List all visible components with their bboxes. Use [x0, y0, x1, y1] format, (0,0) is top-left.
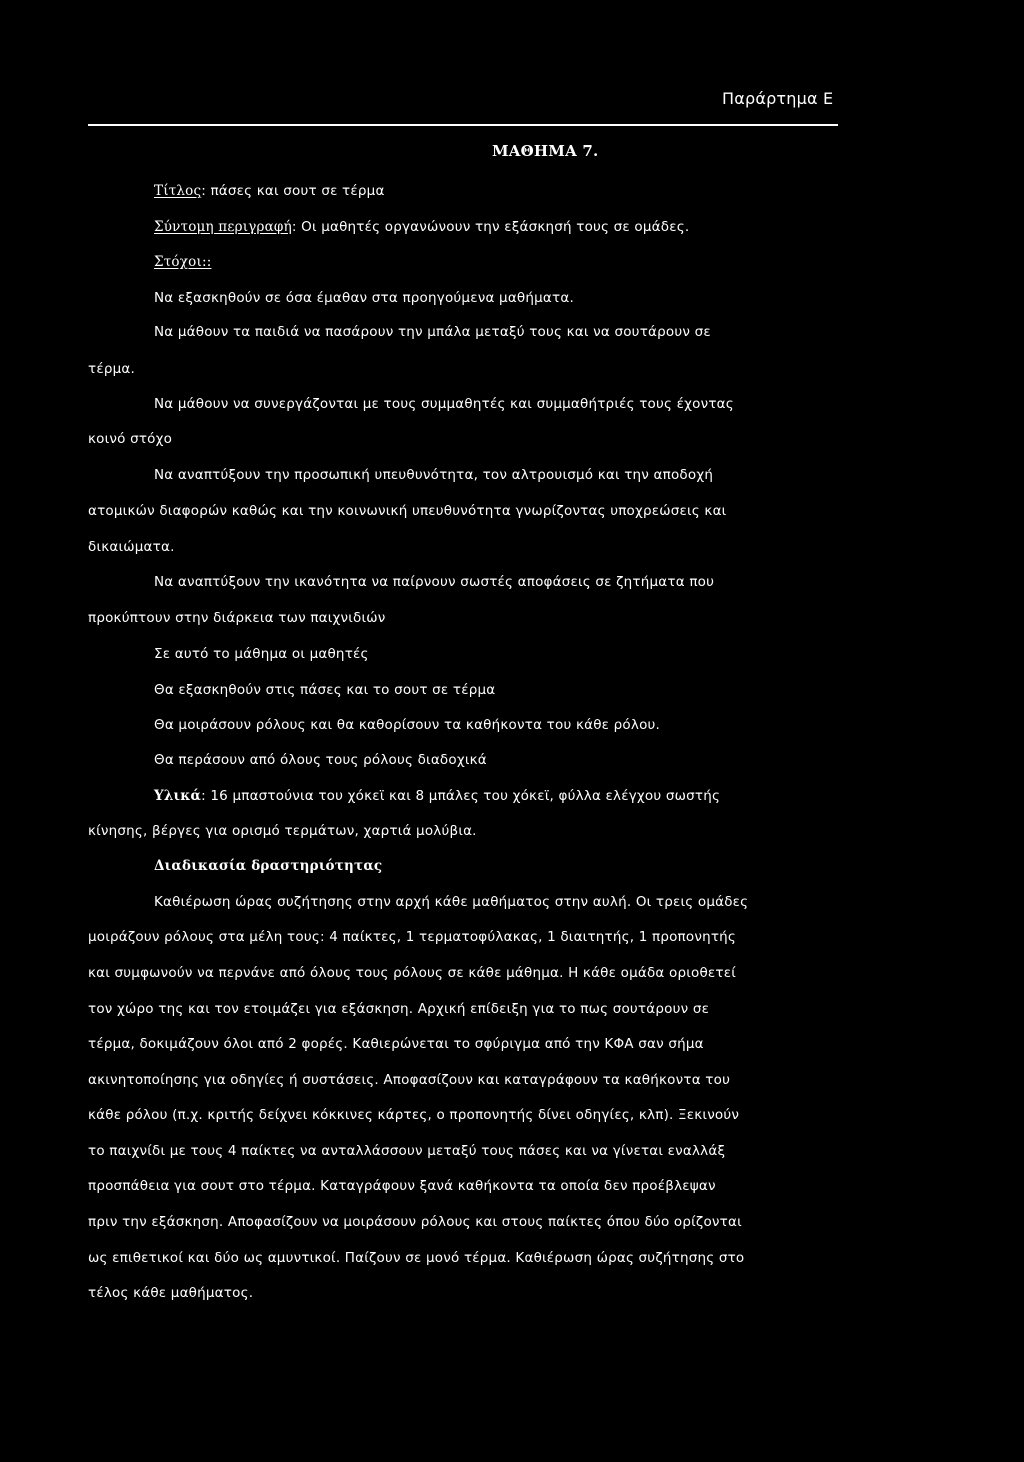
- title-label: Τίτλος: [154, 183, 202, 199]
- goal-2-line-1: Να μάθουν τα παιδιά να πασάρουν την μπάλα μεταξύ τους και να σουτάρουν σε: [154, 324, 711, 340]
- lesson-point-2: Θα μοιράσουν ρόλους και θα καθορίσουν τα καθήκοντα του κάθε ρόλου.: [154, 717, 661, 733]
- title-row: [154, 182, 385, 200]
- goals-label: Στόχοι::: [154, 254, 212, 270]
- goal-4-line-1: Να αναπτύξουν την προσωπική υπευθυνότητα, τον αλτρουισμό και την αποδοχή: [154, 467, 714, 483]
- goal-5-line-1: Να αναπτύξουν την ικανότητα να παίρνουν σωστές αποφάσεις σε ζητήματα που: [154, 574, 715, 590]
- header-rule: [88, 124, 838, 126]
- lesson-title: ΜΑΘΗΜΑ 7.: [492, 142, 599, 160]
- procedure-line: ακινητοποίησης για οδηγίες ή συστάσεις. Αποφασίζουν και καταγράφουν τα καθήκοντα του: [88, 1072, 731, 1088]
- procedure-line: ως επιθετικοί και δύο ως αμυντικοί. Παίζουν σε μονό τέρμα. Καθιέρωση ώρας συζήτησης στο: [88, 1250, 745, 1266]
- procedure-line: προσπάθεια για σουτ στο τέρμα. Καταγράφουν ξανά καθήκοντα τα οποία δεν προέβλεψαν: [88, 1178, 716, 1194]
- goal-1: Να εξασκηθούν σε όσα έμαθαν στα προηγούμενα μαθήματα.: [154, 290, 574, 306]
- procedure-line: και συμφωνούν να περνάνε από όλους τους ρόλους σε κάθε μάθημα. Η κάθε ομάδα οριοθετεί: [88, 965, 737, 981]
- goal-2-line-2: τέρμα.: [88, 361, 135, 377]
- procedure-line: τον χώρο της και τον ετοιμάζει για εξάσκηση. Αρχική επίδειξη για το πως σουτάρουν σε: [88, 1001, 710, 1017]
- goal-4-line-3: δικαιώματα.: [88, 539, 175, 555]
- procedure-line: μοιράζουν ρόλους στα μέλη τους: 4 παίκτες, 1 τερματοφύλακας, 1 διαιτητής, 1 προπονητής: [88, 929, 737, 945]
- materials-line-1: : 16 μπαστούνια του χόκεϊ και 8 μπάλες του χόκεϊ, φύλλα ελέγχου σωστής: [201, 788, 721, 804]
- goal-5-line-2: προκύπτουν στην διάρκεια των παιχνιδιών: [88, 610, 386, 626]
- summary-value: : Οι μαθητές οργανώνουν την εξάσκησή τους σε ομάδες.: [291, 219, 690, 235]
- lesson-intro: Σε αυτό το μάθημα οι μαθητές: [154, 646, 369, 662]
- materials-row: [154, 787, 720, 805]
- procedure-line: τέλος κάθε μαθήματος.: [88, 1285, 254, 1301]
- goal-4-line-2: ατομικών διαφορών καθώς και την κοινωνική υπευθυνότητα γνωρίζοντας υποχρεώσεις και: [88, 503, 727, 519]
- title-value: : πάσες και σουτ σε τέρμα: [201, 183, 385, 199]
- procedure-line: πριν την εξάσκηση. Αποφασίζουν να μοιράσουν ρόλους και στους παίκτες όπου δύο ορίζονται: [88, 1214, 742, 1230]
- procedure-line: το παιχνίδι με τους 4 παίκτες να ανταλλάσσουν μεταξύ τους πάσες και να γίνεται εναλλάξ: [88, 1143, 726, 1159]
- procedure-line: Καθιέρωση ώρας συζήτησης στην αρχή κάθε μαθήματος στην αυλή. Οι τρεις ομάδες: [154, 894, 749, 910]
- materials-label: Υλικά: [154, 788, 202, 804]
- appendix-label: Παράρτημα Ε: [722, 89, 834, 108]
- procedure-label: Διαδικασία δραστηριότητας: [154, 858, 383, 874]
- lesson-point-1: Θα εξασκηθούν στις πάσες και το σουτ σε τέρμα: [154, 682, 496, 698]
- goal-3-line-2: κοινό στόχο: [88, 431, 173, 447]
- summary-label: Σύντομη περιγραφή: [154, 219, 292, 235]
- lesson-point-3: Θα περάσουν από όλους τους ρόλους διαδοχικά: [154, 752, 487, 768]
- procedure-line: κάθε ρόλου (π.χ. κριτής δείχνει κόκκινες κάρτες, ο προπονητής δίνει οδηγίες, κλπ). Ξεκινούν: [88, 1107, 740, 1123]
- goal-3-line-1: Να μάθουν να συνεργάζονται με τους συμμαθητές και συμμαθήτριές τους έχοντας: [154, 396, 734, 412]
- materials-line-2: κίνησης, βέργες για ορισμό τερμάτων, χαρτιά μολύβια.: [88, 823, 477, 839]
- summary-row: [154, 218, 689, 236]
- procedure-line: τέρμα, δοκιμάζουν όλοι από 2 φορές. Καθιερώνεται το σφύριγμα από την ΚΦΑ σαν σήμα: [88, 1036, 704, 1052]
